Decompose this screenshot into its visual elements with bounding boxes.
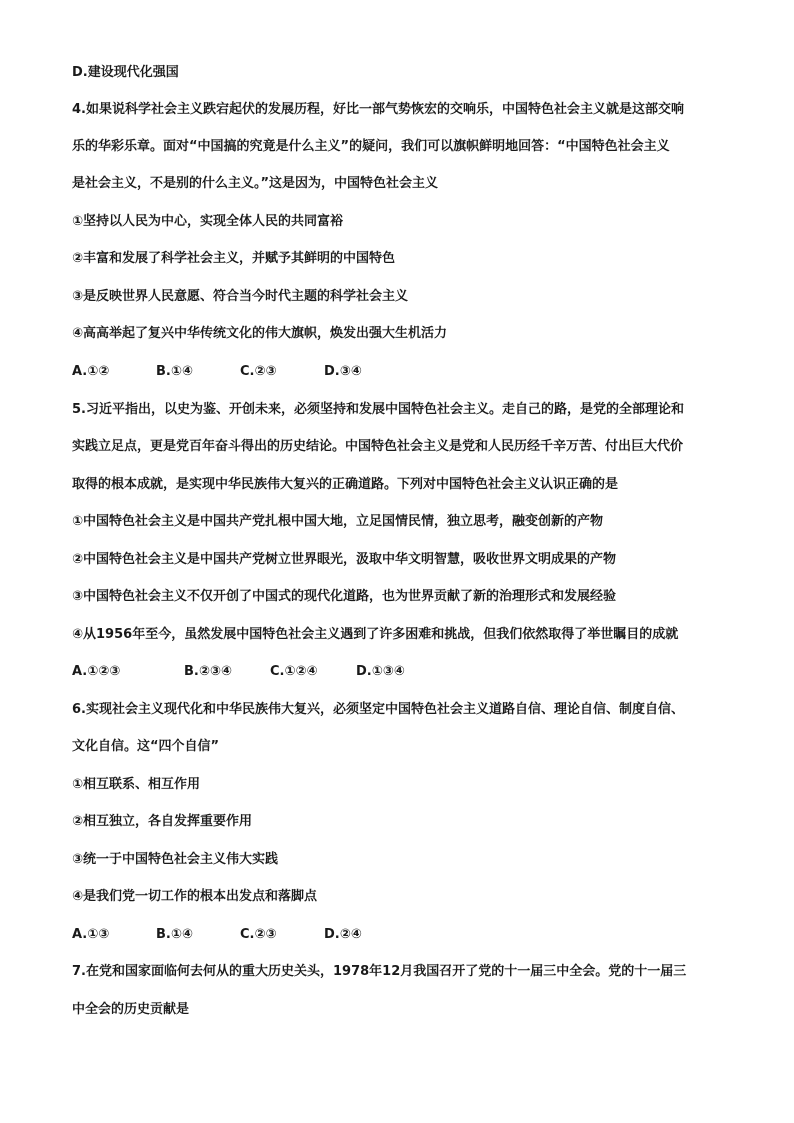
q4-options [72,363,732,381]
q6-options [72,926,732,944]
q6-stem-line-1: 6.实现社会主义现代化和中华民族伟大复兴，必须坚定中国特色社会主义道路自信、理论自信、制度自信、 [72,702,684,717]
q5-options [72,663,732,681]
q6-stem-line-2: 文化自信。这“四个自信” [72,739,220,754]
q4-option-b[interactable]: B.①④ [156,364,193,379]
q4-option-a[interactable]: A.①② [72,364,110,379]
q4-option-c[interactable]: C.②③ [240,364,277,379]
q5-stem-line-2: 实践立足点，更是党百年奋斗得出的历史结论。中国特色社会主义是党和人民历经千辛万苦、付出巨大代价 [72,439,684,454]
q4-item-1: ①坚持以人民为中心，实现全体人民的共同富裕 [72,214,344,229]
q4-item-2: ②丰富和发展了科学社会主义，并赋予其鲜明的中国特色 [72,251,396,266]
q5-item-3: ③中国特色社会主义不仅开创了中国式的现代化道路，也为世界贡献了新的治理形式和发展经验 [72,589,617,604]
q3-option-d: D.建设现代化强国 [72,65,179,80]
q4-option-d[interactable]: D.③④ [324,364,362,379]
q5-item-2: ②中国特色社会主义是中国共产党树立世界眼光，汲取中华文明智慧，吸收世界文明成果的产物 [72,552,617,567]
q6-item-2: ②相互独立，各自发挥重要作用 [72,814,253,829]
q6-item-4: ④是我们党一切工作的根本出发点和落脚点 [72,889,318,904]
q4-item-3: ③是反映世界人民意愿、符合当今时代主题的科学社会主义 [72,289,409,304]
q4-stem-line-2: 乐的华彩乐章。面对“中国搞的究竟是什么主义”的疑问，我们可以旗帜鲜明地回答：“中国特色社会主义 [72,139,670,154]
q6-item-3: ③统一于中国特色社会主义伟大实践 [72,852,279,867]
q5-stem-line-1: 5.习近平指出，以史为鉴、开创未来，必须坚持和发展中国特色社会主义。走自己的路，是党的全部理论和 [72,402,684,417]
q5-item-1: ①中国特色社会主义是中国共产党扎根中国大地，立足国情民情，独立思考，融变创新的产物 [72,514,604,529]
q7-stem-line-1: 7.在党和国家面临何去何从的重大历史关头，1978年12月我国召开了党的十一届三中全会。党的十一届三 [72,964,687,979]
q6-option-d[interactable]: D.②④ [324,927,362,942]
q5-option-c[interactable]: C.①②④ [270,664,318,679]
q4-item-4: ④高高举起了复兴中华传统文化的伟大旗帜，焕发出强大生机活力 [72,326,448,341]
q6-option-a[interactable]: A.①③ [72,927,110,942]
q6-option-c[interactable]: C.②③ [240,927,277,942]
q5-item-4: ④从1956年至今，虽然发展中国特色社会主义遇到了许多困难和挑战，但我们依然取得了举世瞩目的成就 [72,627,679,642]
q4-stem-line-1: 4.如果说科学社会主义跌宕起伏的发展历程，好比一部气势恢宏的交响乐，中国特色社会主义就是这部交响 [72,102,684,117]
q4-stem-line-3: 是社会主义，不是别的什么主义。”这是因为，中国特色社会主义 [72,176,439,191]
q6-item-1: ①相互联系、相互作用 [72,777,201,792]
q5-option-a[interactable]: A.①②③ [72,664,121,679]
q5-option-b[interactable]: B.②③④ [184,664,232,679]
q5-stem-line-3: 取得的根本成就，是实现中华民族伟大复兴的正确道路。下列对中国特色社会主义认识正确的是 [72,477,619,492]
q5-option-d[interactable]: D.①③④ [356,664,405,679]
q7-stem-line-2: 中全会的历史贡献是 [72,1002,190,1017]
q6-option-b[interactable]: B.①④ [156,927,193,942]
